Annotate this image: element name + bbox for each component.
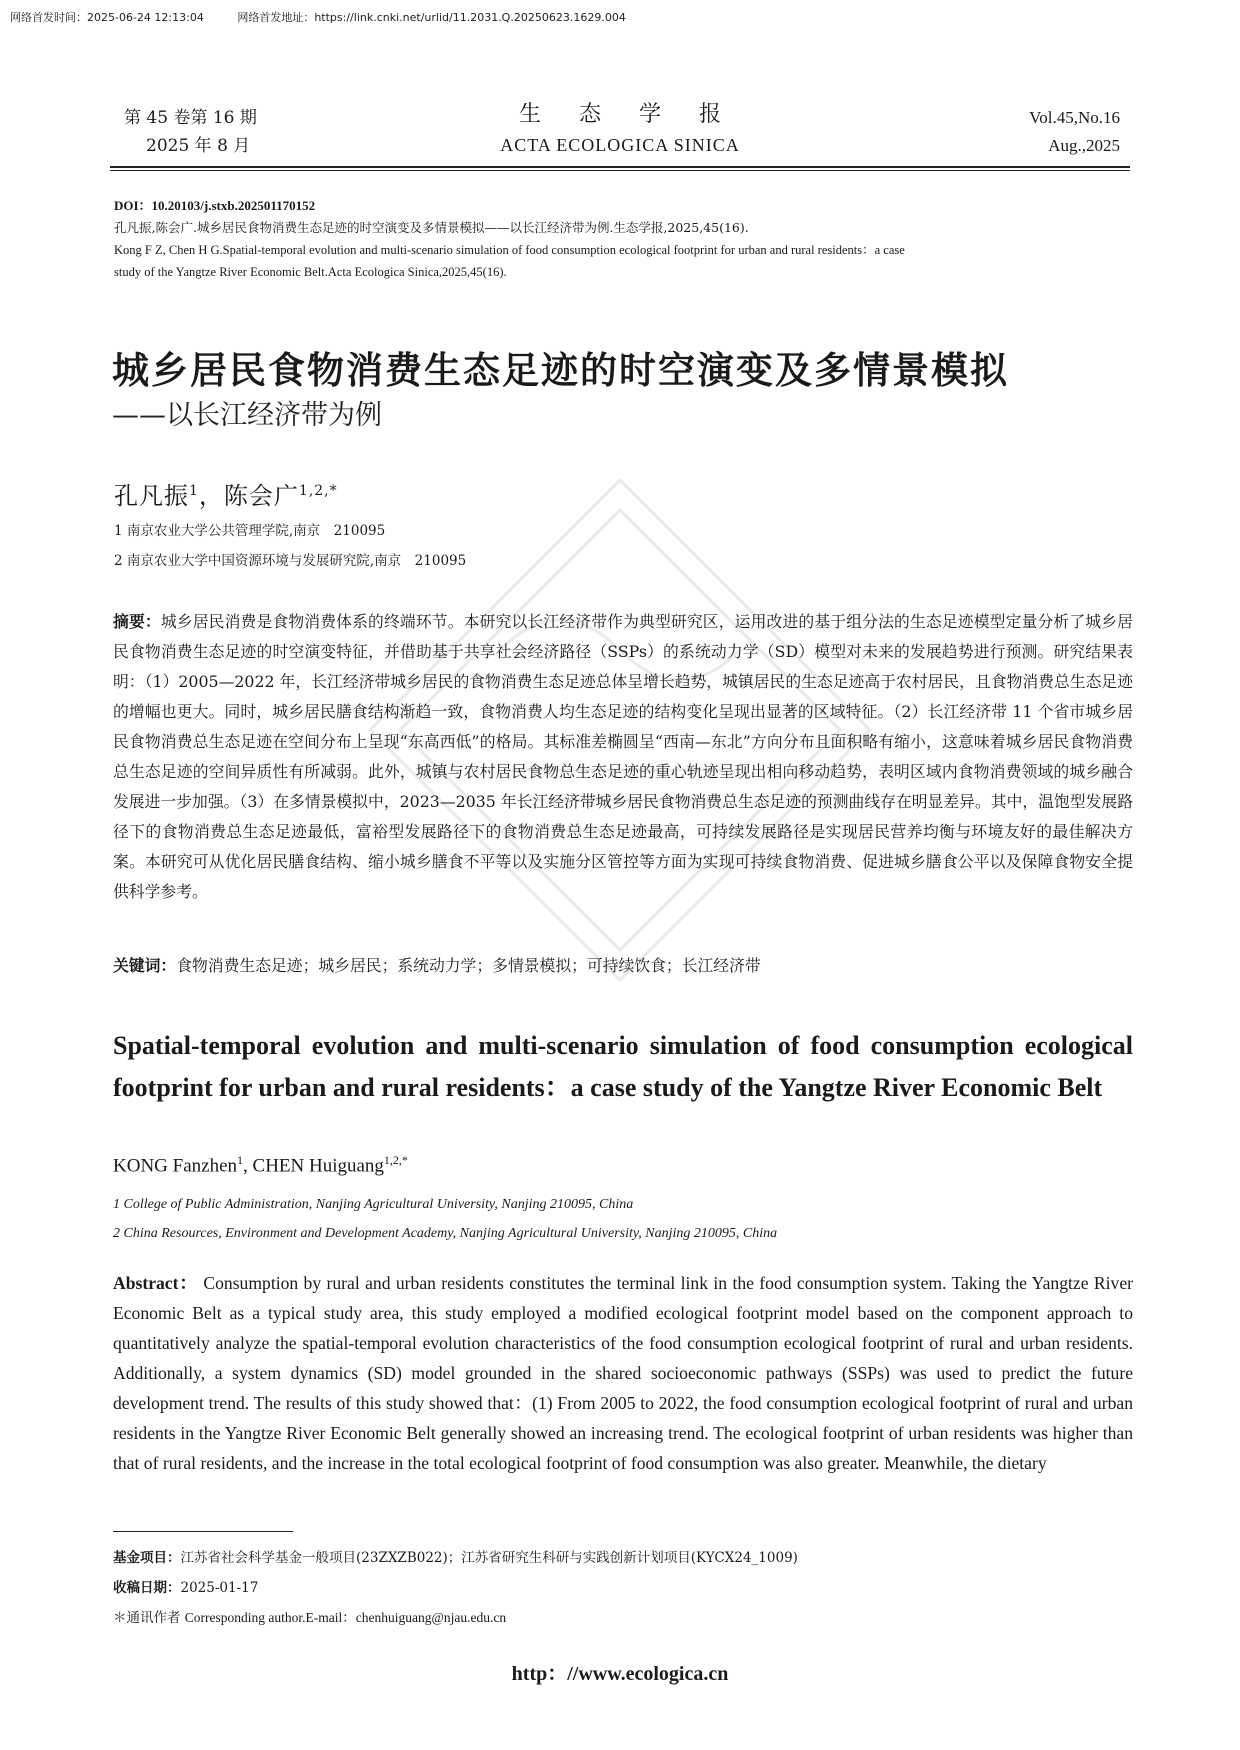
affiliation-en-2: 2 China Resources, Environment and Development Academy, Nanjing Agricultural University, Nanjing 210095, China [113, 1226, 778, 1241]
header-rule-thin [110, 170, 1130, 171]
affiliation-en-1: 1 College of Public Administration, Nanjing Agricultural University, Nanjing 210095, China [113, 1197, 634, 1212]
author-1-cn: 孔凡振 [114, 482, 189, 510]
citation-en-line2: study of the Yangtze River Economic Belt.Acta Ecologica Sinica,2025,45(16). [114, 265, 507, 279]
abstract-cn-text: 城乡居民消费是食物消费体系的终端环节。本研究以长江经济带作为典型研究区，运用改进的基于组分法的生态足迹模型定量分析了城乡居民食物消费生态足迹的时空演变特征，并借助基于共享社会经济路径（SSPs）的系统动力学（SD）模型对未来的发展趋势进行预测。研究结果表明：（1）2005—2022 年，长江经济带城乡居民的食物消费生态足迹总体呈增长趋势，城镇居民的生态足迹高于农村居民，且食物消费总生态足迹的增幅也更大。同时，城乡居民膳食结构渐趋一致，食物消费人均生态足迹的结构变化呈现出显著的区域特征。（2）长江经济带 11 个省市城乡居民食物消费总生态足迹在空间分布上呈现“东高西低”的格局。其标准差椭圆呈“西南—东北”方向分布且面积略有缩小，这意味着城乡居民食物消费总生态足迹的空间异质性有所减弱。此外，城镇与农村居民食物总生态足迹的重心轨迹呈现出相向移动趋势，表明区域内食物消费领域的城乡融合发展进一步加强。（3）在多情景模拟中，2023—2035 年长江经济带城乡居民食物消费总生态足迹的预测曲线存在明显差异。其中，温饱型发展路径下的食物消费总生态足迹最低，富裕型发展路径下的食物消费总生态足迹最高，可持续发展路径是实现居民营养均衡与环境友好的最佳解决方案。本研究可从优化居民膳食结构、缩小城乡膳食不平等以及实施分区管控等方面为实现可持续食物消费、促进城乡膳食公平以及保障食物安全提供科学参考。 [113, 612, 1133, 901]
corresponding-email[interactable]: Corresponding author.E-mail：chenhuiguang@njau.edu.cn [184, 1610, 507, 1625]
citation-cn: 孔凡振,陈会广.城乡居民食物消费生态足迹的时空演变及多情景模拟——以长江经济带为例.生态学报,2025,45(16). [114, 220, 749, 235]
author-sep-en: , [243, 1155, 253, 1177]
footnotes [113, 1543, 1133, 1633]
author-sep-cn: ， [198, 482, 224, 510]
corresponding-cn: ＊通讯作者 [113, 1610, 185, 1626]
header-rule [110, 166, 1130, 168]
date-cn: 2025 年 8 月 [146, 136, 251, 156]
authors-en [113, 1153, 408, 1177]
author-2-en-sup: 1,2,* [383, 1153, 408, 1167]
fund-label: 基金项目： [113, 1550, 181, 1566]
online-publication-note [10, 9, 656, 25]
fund-note [113, 1543, 1133, 1573]
header-right [1029, 104, 1120, 160]
author-2-cn-sup: 1,2,* [298, 483, 338, 499]
journal-name-cn: 生态学报 [518, 102, 759, 127]
fund-text: 江苏省社会科学基金一般项目(23ZXZB022)；江苏省研究生科研与实践创新计划项目(KYCX24_1009) [180, 1550, 798, 1566]
header-center [110, 100, 1130, 160]
abstract-en-label: Abstract： [113, 1273, 198, 1293]
journal-website[interactable]: http：//www.ecologica.cn [511, 1663, 729, 1685]
volume-en: Vol.45,No.16 [1029, 108, 1120, 127]
author-2-en: CHEN Huiguang [252, 1155, 384, 1177]
doi[interactable]: DOI：10.20103/j.stxb.202501170152 [114, 198, 316, 213]
abstract-en-text: Consumption by rural and urban residents constitutes the terminal link in the food consumption system. Taking the Yangtze River Economic Belt as a typical study area, this study employed a modified ecological footprint model based on the component approach to quantitatively analyze the spatial-temporal evolution characteristics of the food consumption ecological footprint of rural and urban residents. Additionally, a system dynamics (SD) model grounded in the shared socioeconomic pathways (SSPs) was used to predict the future development trend. The results of this study showed that：(1) From 2005 to 2022, the food consumption ecological footprint of rural and urban residents in the Yangtze River Economic Belt generally showed an increasing trend. The ecological footprint of urban residents was higher than that of rural residents, and the increase in the total ecological footprint of food consumption was also greater. Meanwhile, the dietary [113, 1273, 1133, 1473]
journal-name-en: ACTA ECOLOGICA SINICA [500, 135, 740, 155]
citation-block [114, 195, 1134, 283]
keywords-cn-label: 关键词： [113, 956, 177, 975]
received-label: 收稿日期： [113, 1580, 181, 1596]
author-2-cn: 陈会广 [223, 482, 299, 510]
footnote-rule [113, 1531, 293, 1532]
title-cn: 城乡居民食物消费生态足迹的时空演变及多情景模拟 [112, 349, 1009, 392]
author-1-cn-sup: 1 [189, 483, 199, 499]
keywords-cn-text: 食物消费生态足迹；城乡居民；系统动力学；多情景模拟；可持续饮食；长江经济带 [176, 956, 761, 975]
abstract-en [113, 1268, 1133, 1478]
authors-cn [114, 476, 338, 511]
corresponding-note [113, 1603, 1133, 1633]
affiliations-cn [114, 516, 466, 576]
date-en: Aug.,2025 [1048, 136, 1120, 155]
affiliation-cn-1: 1 南京农业大学公共管理学院,南京 210095 [114, 523, 386, 539]
journal-header [110, 104, 1130, 164]
affiliations-en [113, 1190, 777, 1248]
affiliation-cn-2: 2 南京农业大学中国资源环境与发展研究院,南京 210095 [114, 553, 467, 569]
abstract-cn [113, 607, 1133, 907]
publication-time: 网络首发时间：2025-06-24 12:13:04 [10, 11, 204, 24]
keywords-cn [113, 951, 1133, 981]
citation-en-line1: Kong F Z, Chen H G.Spatial-temporal evolution and multi-scenario simulation of food consumption ecological footprint for urban and rural residents：a case [114, 243, 905, 257]
received-date: 2025-01-17 [180, 1580, 259, 1596]
abstract-cn-label: 摘要： [113, 612, 161, 631]
subtitle-cn: ——以长江经济带为例 [112, 400, 382, 431]
author-1-en-sup: 1 [237, 1153, 244, 1167]
volume-cn: 第 45 卷第 16 期 [124, 108, 257, 128]
publication-url[interactable]: 网络首发地址：https://link.cnki.net/urlid/11.2031.Q.20250623.1629.004 [237, 11, 626, 24]
author-1-en: KONG Fanzhen [113, 1155, 238, 1177]
received-note [113, 1573, 1133, 1603]
title-en: Spatial-temporal evolution and multi-scenario simulation of food consumption ecological footprint for urban and rural residents：a case study of the Yangtze River Economic Belt [113, 1031, 1133, 1102]
